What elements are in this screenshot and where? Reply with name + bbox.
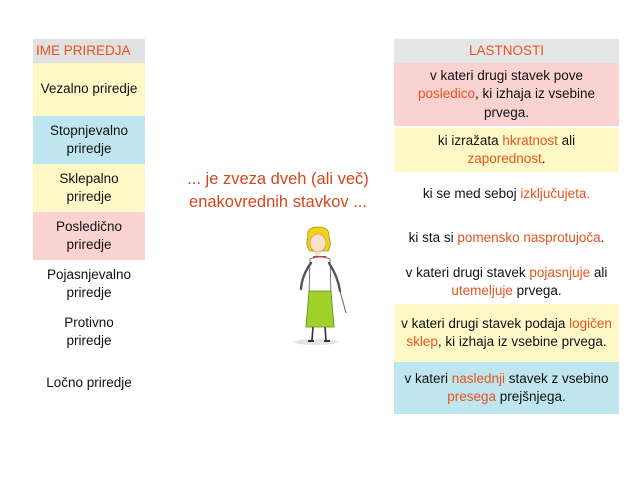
highlighted-term: pojasnjuje [529, 264, 591, 280]
property-text-segment: prvega. [512, 283, 562, 298]
highlighted-term: hkratnost [502, 132, 558, 148]
property-text-segment: ki se med seboj [422, 185, 521, 201]
priredje-type-cell [33, 260, 145, 308]
priredje-type-label: Pojasnjevalno priredje [46, 266, 132, 300]
property-text-segment: ali [557, 132, 576, 148]
property-text-segment: ali [590, 264, 608, 280]
property-text [400, 370, 613, 406]
property-text [400, 315, 613, 351]
property-text-segment: stavek z vsebino [505, 370, 609, 386]
left-header-label: IME PRIREDJA [36, 42, 131, 58]
property-cell [394, 172, 619, 216]
priredje-type-cell [33, 356, 145, 410]
property-text-segment: v kateri drugi stavek podaja [401, 315, 570, 331]
priredje-type-cell [33, 308, 145, 356]
property-text [400, 67, 613, 122]
property-text [409, 229, 605, 247]
teacher-figure-illustration [280, 225, 358, 355]
priredje-type-label: Stopnjevalno priredje [49, 122, 129, 156]
property-cell [394, 362, 619, 414]
property-cell [394, 216, 619, 260]
priredje-type-label: Ločno priredje [46, 374, 132, 390]
priredje-type-cell [33, 164, 145, 212]
property-text-segment: , ki izhaja iz vsebine prvega. [474, 86, 596, 120]
property-text [423, 185, 590, 203]
property-text-segment: ki izražata [437, 132, 503, 148]
property-text-segment: v kateri [404, 370, 452, 386]
property-cell [394, 260, 619, 304]
property-text-segment: v kateri drugi stavek pove [429, 68, 584, 84]
property-text-segment: ki sta si [408, 229, 458, 245]
highlighted-term: posledico [417, 86, 475, 102]
priredje-type-label: Protivno priredje [64, 314, 114, 348]
property-text-segment: . [541, 151, 546, 166]
priredje-type-cell [33, 63, 145, 116]
property-text [400, 264, 613, 300]
right-column-header [394, 39, 619, 63]
property-text-segment: . [600, 229, 605, 245]
priredje-type-cell [33, 116, 145, 164]
priredje-type-cell [33, 212, 145, 260]
property-text-segment: v kateri drugi stavek [405, 264, 530, 280]
highlighted-term: zaporednost [467, 151, 542, 166]
priredje-type-label: Sklepalno priredje [59, 170, 119, 204]
highlighted-term: presega [447, 389, 496, 404]
left-column-header [33, 39, 145, 63]
property-cell [394, 63, 619, 126]
property-cell [394, 304, 619, 362]
highlighted-term: logičen sklep [406, 315, 612, 349]
priredje-type-label: Posledično priredje [55, 218, 123, 252]
property-text [400, 132, 613, 168]
property-text-segment: prejšnjega. [496, 389, 566, 404]
priredje-type-label: Vezalno priredje [40, 81, 138, 97]
property-cell [394, 128, 619, 172]
highlighted-term: utemeljuje [451, 283, 513, 298]
center-definition-text: ... je zveza dveh (ali več) enakovrednih stavkov ... [187, 170, 369, 212]
highlighted-term: naslednji [451, 370, 505, 386]
right-header-label: LASTNOSTI [468, 42, 544, 58]
highlighted-term: izključujeta. [520, 185, 591, 201]
property-text-segment: , ki izhaja iz vsebine prvega. [437, 334, 607, 349]
highlighted-term: pomensko nasprotujoča [457, 229, 601, 245]
